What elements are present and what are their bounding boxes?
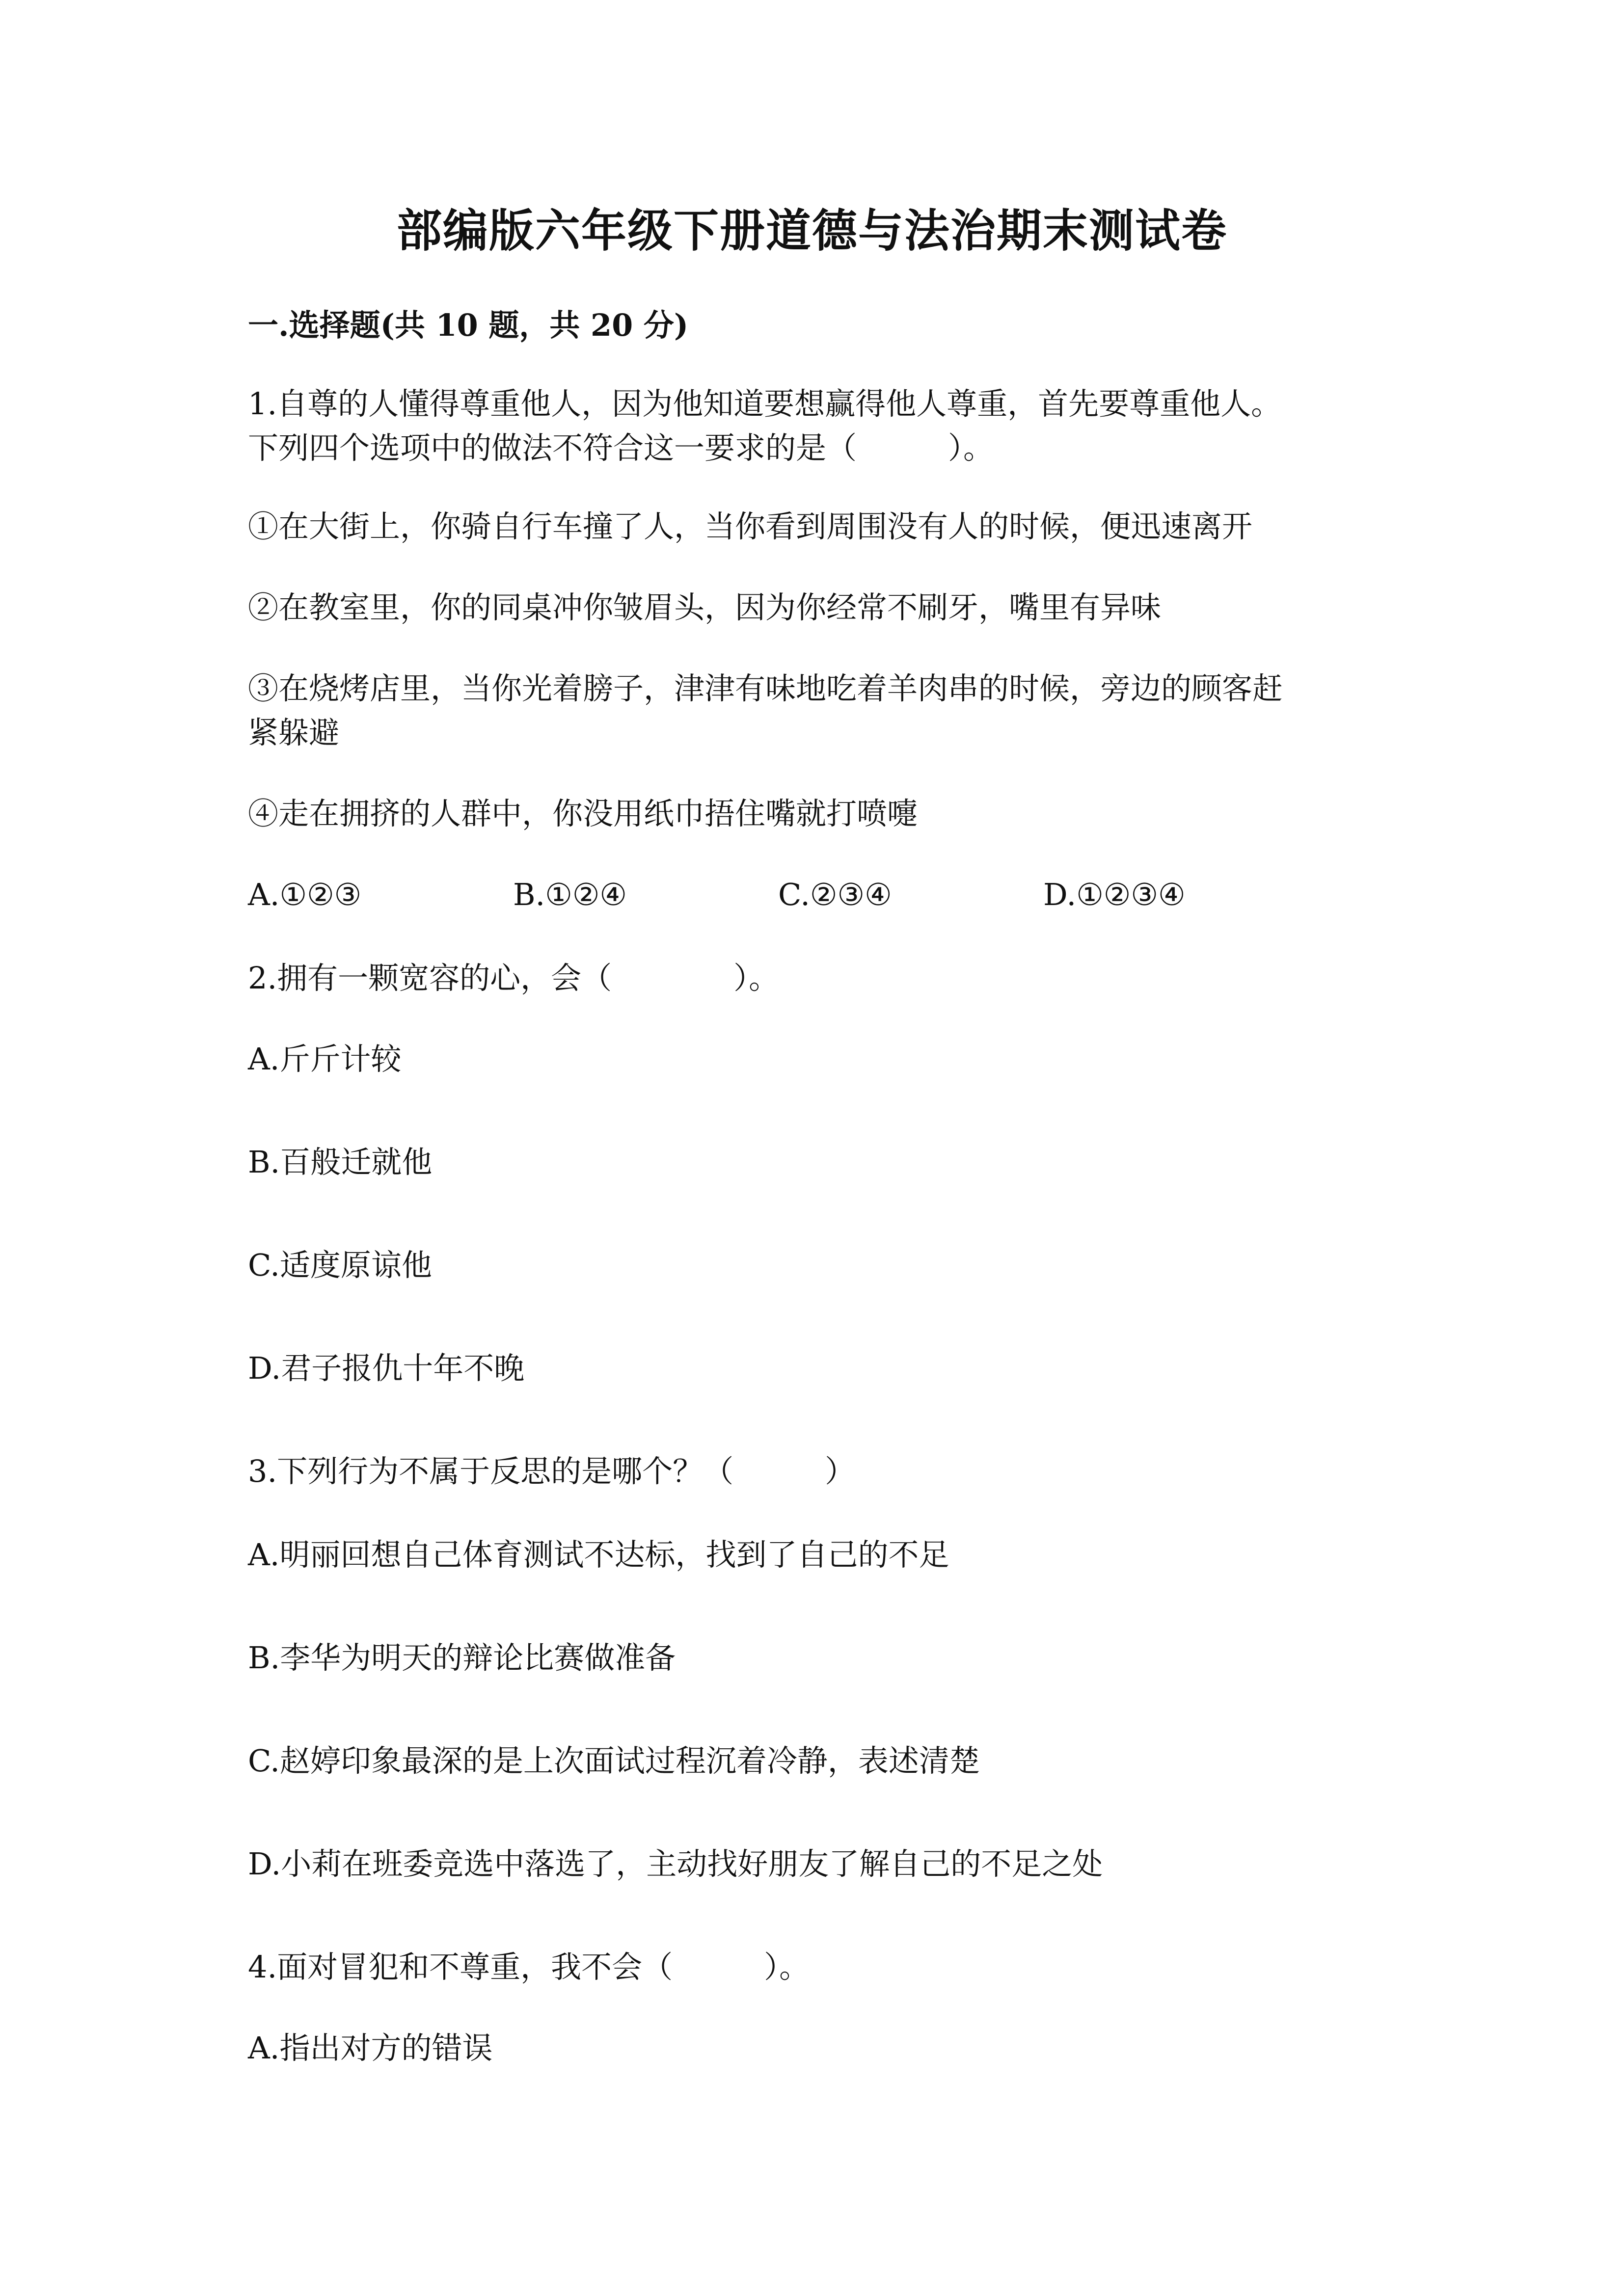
question-1-statement-2: ②在教室里，你的同桌冲你皱眉头，因为你经常不刷牙，嘴里有异味 (248, 589, 1162, 625)
question-2-option-b: B.百般迁就他 (248, 1144, 433, 1180)
question-1-statement-1: ①在大街上，你骑自行车撞了人，当你看到周围没有人的时候，便迅速离开 (248, 508, 1253, 544)
question-1-option-a: A.①②③ (248, 877, 362, 912)
question-3-stem: 3.下列行为不属于反思的是哪个？（ ） (248, 1453, 856, 1489)
page-title: 部编版六年级下册道德与法治期末测试卷 (396, 204, 1227, 257)
question-2-option-a: A.斤斤计较 (248, 1041, 402, 1077)
question-3-option-c: C.赵婷印象最深的是上次面试过程沉着冷静，表述清楚 (248, 1743, 980, 1779)
question-2-option-c: C.适度原谅他 (248, 1247, 432, 1283)
question-2-stem: 2.拥有一颗宽容的心，会（ ）。 (248, 960, 780, 996)
question-1-stem-line-2: 下列四个选项中的做法不符合这一要求的是（ ）。 (248, 430, 994, 466)
question-1-stem-line-1: 1.自尊的人懂得尊重他人，因为他知道要想赢得他人尊重，首先要尊重他人。 (248, 386, 1282, 422)
question-1-statement-3-line-1: ③在烧烤店里，当你光着膀子，津津有味地吃着羊肉串的时候，旁边的顾客赶 (248, 670, 1283, 706)
question-1-statement-4: ④走在拥挤的人群中，你没用纸巾捂住嘴就打喷嚏 (248, 796, 918, 831)
question-4-option-a: A.指出对方的错误 (248, 2030, 493, 2066)
section-heading: 一.选择题(共 10 题，共 20 分) (248, 307, 689, 343)
question-4-stem: 4.面对冒犯和不尊重，我不会（ ）。 (248, 1949, 810, 1985)
question-2-option-d: D.君子报仇十年不晚 (248, 1350, 525, 1386)
question-3-option-a: A.明丽回想自己体育测试不达标，找到了自己的不足 (248, 1537, 949, 1573)
question-1-statement-3-line-2: 紧躲避 (248, 715, 340, 750)
question-3-option-d: D.小莉在班委竞选中落选了，主动找好朋友了解自己的不足之处 (248, 1846, 1103, 1882)
question-1-options (248, 873, 1377, 917)
question-3-option-b: B.李华为明天的辩论比赛做准备 (248, 1640, 676, 1676)
question-1-option-c: C.②③④ (778, 877, 892, 912)
question-1-option-b: B.①②④ (513, 877, 627, 912)
question-1-option-d: D.①②③④ (1043, 877, 1186, 912)
